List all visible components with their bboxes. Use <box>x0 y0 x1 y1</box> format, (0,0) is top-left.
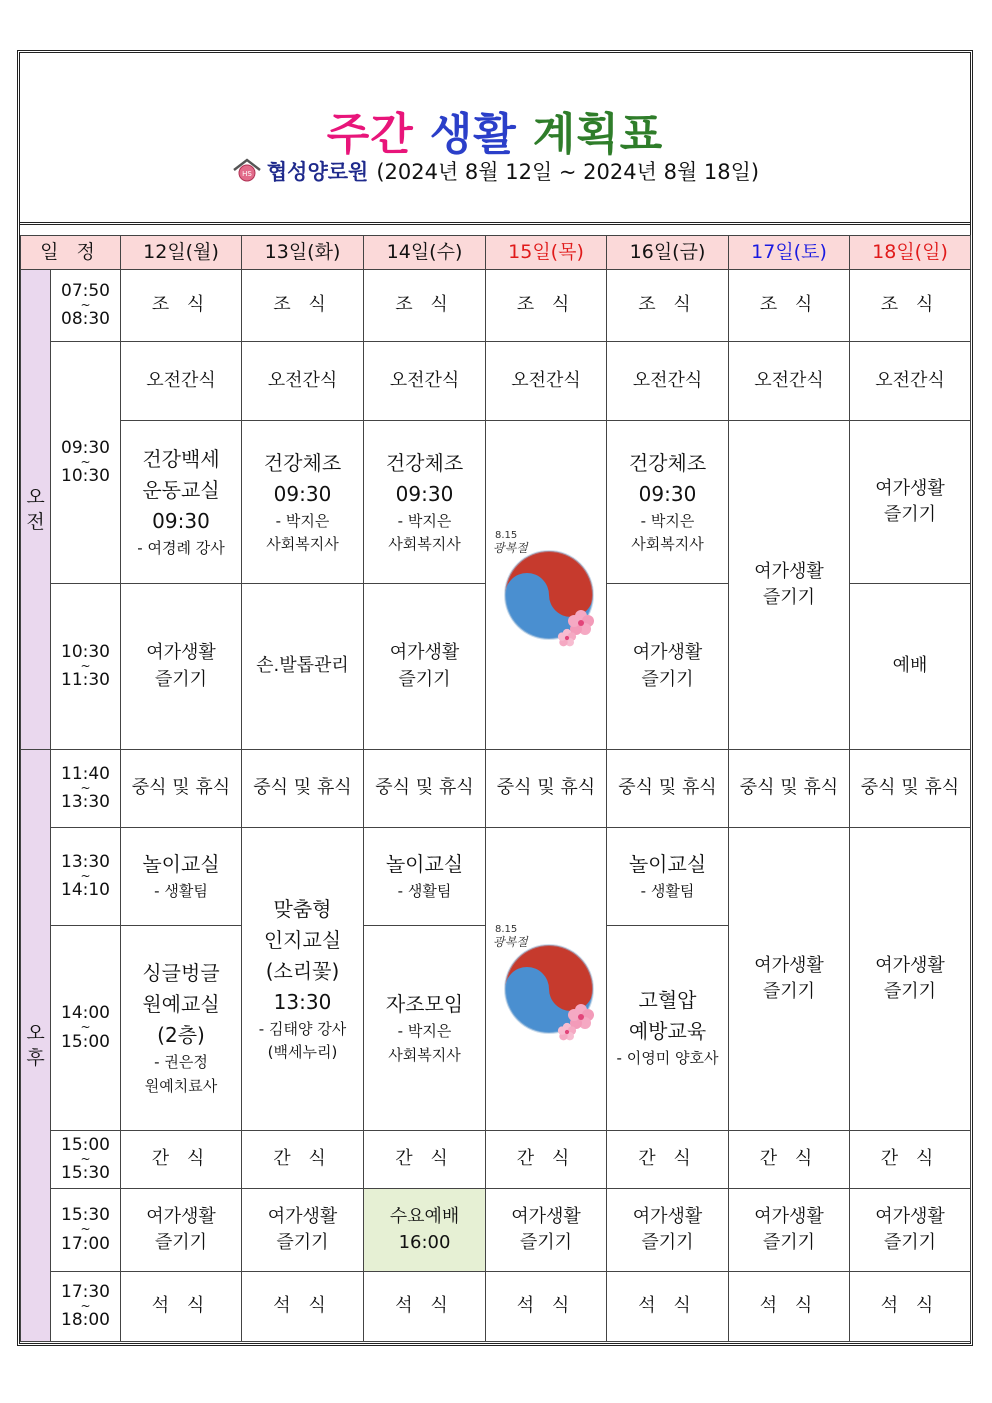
title-word-3: 계획표 <box>532 109 664 160</box>
cell-fri-lunch: 중식 및 휴식 <box>607 750 729 828</box>
date-range: (2024년 8월 12일 ~ 2024년 8월 18일) <box>376 160 760 184</box>
time-cell: 09:30 ~ 10:30 <box>51 342 121 584</box>
org-name: 협성양로원 <box>266 160 369 184</box>
cell-thu-breakfast: 조 식 <box>486 270 607 342</box>
program-title: 맞춤형 인지교실 (소리꽃) 13:30 <box>263 896 342 1014</box>
cell-wed-worship: 수요예배 16:00 <box>364 1189 486 1272</box>
svg-text:HS: HS <box>242 170 252 178</box>
table-row <box>21 828 971 926</box>
program-title: 건강백세 운동교실 09:30 <box>142 446 220 533</box>
cell-wed-play <box>364 828 486 926</box>
cell-sat-lunch: 중식 및 휴식 <box>729 750 850 828</box>
cell-fri-pm-program <box>607 926 729 1131</box>
cell-fri-breakfast: 조 식 <box>607 270 729 342</box>
table-row <box>21 1272 971 1342</box>
subtitle <box>20 156 970 186</box>
cell-mon-dinner: 석 식 <box>121 1272 242 1342</box>
cell-sat-am-leisure: 여가생활 즐기기 <box>729 421 850 750</box>
header <box>20 53 970 223</box>
cell-sun-dinner: 석 식 <box>850 1272 971 1342</box>
cell-sat-pm-leisure: 여가생활 즐기기 <box>729 828 850 1131</box>
table-row <box>21 421 971 584</box>
cell-tue-dinner: 석 식 <box>242 1272 364 1342</box>
title-word-2: 생활 <box>429 109 517 160</box>
table-row <box>21 1189 971 1272</box>
cell-tue-late-am: 손.발톱관리 <box>242 584 364 750</box>
liberation-day-taegeuk-icon <box>489 914 604 1044</box>
cell-mon-lunch: 중식 및 휴식 <box>121 750 242 828</box>
table-row <box>21 750 971 828</box>
cell-mon-pm-program <box>121 926 242 1131</box>
time-cell: 15:00 ~ 15:30 <box>51 1131 121 1189</box>
cell-thu-morning-snack: 오전간식 <box>486 342 607 421</box>
time-cell: 15:30 ~ 17:00 <box>51 1189 121 1272</box>
program-note: - 이영미 양호사 <box>616 1049 719 1068</box>
time-cell: 14:00 ~ 15:00 <box>51 926 121 1131</box>
time-cell: 11:40 ~ 13:30 <box>51 750 121 828</box>
period-pm: 오 후 <box>21 750 51 1342</box>
cell-sat-snack: 간 식 <box>729 1131 850 1189</box>
cell-sun-afternoon: 여가생활 즐기기 <box>850 1189 971 1272</box>
cell-sun-morning-snack: 오전간식 <box>850 342 971 421</box>
cell-fri-snack: 간 식 <box>607 1131 729 1189</box>
day-header-sat: 17일(토) <box>729 236 850 270</box>
day-header-fri: 16일(금) <box>607 236 729 270</box>
cell-fri-late-am: 여가생활 즐기기 <box>607 584 729 750</box>
svg-text:8.15: 8.15 <box>494 530 517 541</box>
program-note: - 박지은 사회복지사 <box>388 1022 461 1064</box>
cell-thu-snack: 간 식 <box>486 1131 607 1189</box>
cell-mon-am-program <box>121 421 242 584</box>
program-note: - 생활팀 <box>640 882 695 901</box>
time-cell: 10:30 ~ 11:30 <box>51 584 121 750</box>
program-title: 놀이교실 <box>628 852 707 877</box>
cell-fri-afternoon: 여가생활 즐기기 <box>607 1189 729 1272</box>
cell-tue-morning-snack: 오전간식 <box>242 342 364 421</box>
cell-sat-dinner: 석 식 <box>729 1272 850 1342</box>
cell-wed-morning-snack: 오전간식 <box>364 342 486 421</box>
cell-sun-snack: 간 식 <box>850 1131 971 1189</box>
cell-sun-worship: 예배 <box>850 584 971 750</box>
cell-sat-afternoon: 여가생활 즐기기 <box>729 1189 850 1272</box>
cell-thu-pm-holiday <box>486 828 607 1131</box>
program-note: - 박지은 사회복지사 <box>266 511 339 553</box>
cell-tue-breakfast: 조 식 <box>242 270 364 342</box>
program-title: 고혈압 예방교육 <box>628 988 707 1044</box>
svg-text:광복절: 광복절 <box>492 935 528 949</box>
corner-label: 일 정 <box>21 236 121 270</box>
cell-sun-pm-leisure: 여가생활 즐기기 <box>850 828 971 1131</box>
cell-thu-afternoon: 여가생활 즐기기 <box>486 1189 607 1272</box>
program-title: 건강체조 09:30 <box>385 450 464 506</box>
cell-sun-am-leisure: 여가생활 즐기기 <box>850 421 971 584</box>
program-title: 건강체조 09:30 <box>628 450 707 506</box>
cell-wed-pm-program <box>364 926 486 1131</box>
cell-tue-pm-program <box>242 828 364 1131</box>
cell-sat-breakfast: 조 식 <box>729 270 850 342</box>
program-title: 건강체조 09:30 <box>263 450 342 506</box>
program-note: - 여경례 강사 <box>137 538 225 557</box>
day-header-row <box>21 236 971 270</box>
cell-wed-lunch: 중식 및 휴식 <box>364 750 486 828</box>
program-note: - 박지은 사회복지사 <box>631 511 704 553</box>
svg-text:광복절: 광복절 <box>492 541 528 555</box>
day-header-tue: 13일(화) <box>242 236 364 270</box>
cell-tue-lunch: 중식 및 휴식 <box>242 750 364 828</box>
cell-mon-play <box>121 828 242 926</box>
cell-thu-am-holiday <box>486 421 607 750</box>
cell-wed-late-am: 여가생활 즐기기 <box>364 584 486 750</box>
cell-sun-breakfast: 조 식 <box>850 270 971 342</box>
program-note: - 김태양 강사 (백세누리) <box>258 1019 347 1061</box>
period-am: 오 전 <box>21 270 51 750</box>
program-note: - 권은정 원예치료사 <box>144 1053 218 1095</box>
schedule-table <box>20 235 971 1342</box>
time-cell: 13:30 ~ 14:10 <box>51 828 121 926</box>
program-title: 놀이교실 <box>385 852 464 877</box>
program-note: - 박지은 사회복지사 <box>388 511 461 553</box>
program-title: 자조모임 <box>385 992 464 1017</box>
cell-wed-am-program <box>364 421 486 584</box>
program-title: 놀이교실 <box>142 852 220 877</box>
program-note: - 생활팀 <box>397 882 452 901</box>
cell-tue-am-program <box>242 421 364 584</box>
day-header-thu: 15일(목) <box>486 236 607 270</box>
cell-sun-lunch: 중식 및 휴식 <box>850 750 971 828</box>
table-row <box>21 270 971 342</box>
day-header-wed: 14일(수) <box>364 236 486 270</box>
program-title: 싱글벙글 원예교실 (2층) <box>142 961 220 1048</box>
page-title <box>20 98 970 162</box>
cell-fri-dinner: 석 식 <box>607 1272 729 1342</box>
cell-wed-breakfast: 조 식 <box>364 270 486 342</box>
day-header-mon: 12일(월) <box>121 236 242 270</box>
cell-tue-afternoon: 여가생활 즐기기 <box>242 1189 364 1272</box>
day-header-sun: 18일(일) <box>850 236 971 270</box>
svg-text:8.15: 8.15 <box>494 924 517 935</box>
cell-mon-snack: 간 식 <box>121 1131 242 1189</box>
cell-mon-late-am: 여가생활 즐기기 <box>121 584 242 750</box>
table-row <box>21 342 971 421</box>
cell-mon-morning-snack: 오전간식 <box>121 342 242 421</box>
cell-fri-morning-snack: 오전간식 <box>607 342 729 421</box>
cell-sat-morning-snack: 오전간식 <box>729 342 850 421</box>
cell-wed-dinner: 석 식 <box>364 1272 486 1342</box>
time-cell: 07:50 ~ 08:30 <box>51 270 121 342</box>
cell-mon-breakfast: 조 식 <box>121 270 242 342</box>
program-note: - 생활팀 <box>154 882 208 901</box>
liberation-day-taegeuk-icon <box>489 520 604 650</box>
cell-fri-am-program <box>607 421 729 584</box>
time-cell: 17:30 ~ 18:00 <box>51 1272 121 1342</box>
cell-fri-play <box>607 828 729 926</box>
cell-mon-afternoon: 여가생활 즐기기 <box>121 1189 242 1272</box>
org-logo-icon <box>231 158 263 182</box>
cell-thu-lunch: 중식 및 휴식 <box>486 750 607 828</box>
table-row <box>21 1131 971 1189</box>
header-divider <box>20 222 970 225</box>
cell-thu-dinner: 석 식 <box>486 1272 607 1342</box>
cell-tue-snack: 간 식 <box>242 1131 364 1189</box>
cell-wed-snack: 간 식 <box>364 1131 486 1189</box>
title-word-1: 주간 <box>326 109 414 160</box>
